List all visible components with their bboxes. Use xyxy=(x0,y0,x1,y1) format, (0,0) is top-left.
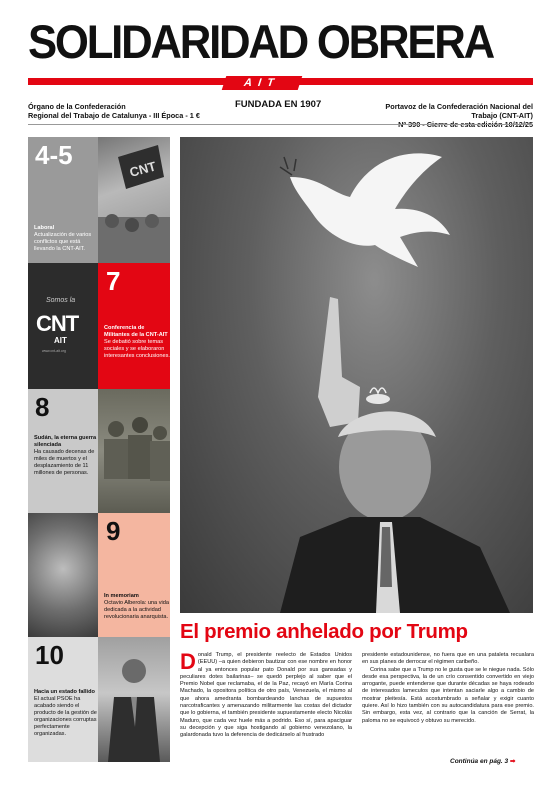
cnt-logo: CNT xyxy=(36,311,79,336)
tile-title: Sudán, la eterna guerra silenciada xyxy=(34,435,97,448)
article-column-1 xyxy=(180,649,352,740)
tile-body: El actual PSOE ha acabado siendo el producto de la gestión de organizaciones corruptas perfectamente organizadas. xyxy=(34,696,97,737)
dove-icon xyxy=(280,153,450,267)
svg-text:CNT: CNT xyxy=(127,158,158,180)
tile-text xyxy=(34,225,100,253)
page-number: 4-5 xyxy=(35,140,73,170)
tile-text xyxy=(104,593,170,621)
article-paragraph: presidente estadounidense, no fuera que en una pataleta recualara en sus planes de derrocar el régimen caribeño. xyxy=(362,652,534,666)
tile-text xyxy=(34,689,100,738)
tile-title: In memoriam xyxy=(104,593,139,599)
masthead xyxy=(28,15,533,78)
sidebar-tile-memoriam[interactable] xyxy=(28,513,170,637)
soldiers-photo xyxy=(98,389,170,513)
cnt-poster xyxy=(28,263,98,389)
poster-url: www.cnt-ait.org xyxy=(42,349,66,353)
page-number: 9 xyxy=(106,516,121,546)
page-number: 10 xyxy=(35,640,64,670)
header-divider xyxy=(28,124,533,125)
tile-body: Se debatió sobre temas sociales y se elaboraron interesantes conclusiones. xyxy=(104,339,170,359)
sidebar-tile-conference[interactable] xyxy=(28,263,170,389)
tile-text xyxy=(34,435,100,477)
main-headline: El premio anhelado por Trump xyxy=(180,620,468,643)
tile-body: Octavio Alberola: una vida dedicada a la actividad revolucionaria anarquista. xyxy=(104,600,169,620)
page-number: 8 xyxy=(35,392,50,422)
tile-title: Conferencia de Militantes de la CNT-AIT xyxy=(104,325,168,338)
poster-line: Somos la xyxy=(46,297,76,304)
tile-body: Actualización de varios conflictos que está llevando la CNT-AIT. xyxy=(34,232,92,252)
left-info-line: Regional del Trabajo de Catalunya - III Época - 1 € xyxy=(28,111,200,120)
sidebar-tile-sudan[interactable] xyxy=(28,389,170,513)
newspaper-title: SOLIDARIDAD OBRERA xyxy=(28,15,493,68)
article-paragraph: Corina sabe que a Trump no le gusta que se le niegue nada. Sólo desde esa perspectiva, la de un crío consentido convertido en viejo arrogante, puede entenderse que durante décadas se haya rodeado de interesados lameculos que intentan saciarle algo a cambio de mostrar pleitesía. Está acostumbrado a señalar y exigir cuanto quiere. Así lo hizo también con su autocandidatura para ese premio. Sin embargo, esta vez, al contrario que la canción de Serrat, la paloma no se equivocó y obtuvo su merecido. xyxy=(362,666,534,724)
tile-text xyxy=(104,325,170,360)
politician-photo xyxy=(98,637,170,762)
tile-title: Hacia un estado fallido xyxy=(34,689,95,695)
ait-logo: AIT xyxy=(222,76,303,90)
article-text: onald Trump, el presidente reelecto de Estados Unidos (EEUU) –a quien debieron bautizar con ese nombre en honor al ya entonces popular pato Donald por sus gansadas y peculiares dotes bailarinas– se quedó perplejo al saber que el Premio Nobel que reclamaba, el de la Paz, recayó en María Corina Machado, la opositora política de otro país, Venezuela, el mismo al que ahora amedranta bombardeando lanchas de supuestos narcotraficantes y amenazando militarmente las costas del dictador que lo gobierna, el también presidente supuestamente electo Nicolás Maduro, que cada vez huele más a podrido. Eso sí, para apaciguar su decepción y que siga hostigando al gobierno venezolano, la galardonada tuvo la deferencia de dedicárselo al frustrado xyxy=(180,652,352,739)
ait-sublogo: AIT xyxy=(54,336,67,345)
right-info-line: Portavoz de la Confederación Nacional del Trabajo (CNT-AIT) xyxy=(385,102,533,120)
protest-photo xyxy=(98,137,170,263)
tile-body: Ha causado decenas de miles de muertos y el desplazamiento de 11 millones de personas. xyxy=(34,449,95,476)
sidebar-tile-labor[interactable] xyxy=(28,137,170,263)
drop-cap: D xyxy=(180,649,196,674)
continue-link[interactable] xyxy=(450,757,515,765)
tile-title: Laboral xyxy=(34,225,55,231)
left-info-line: Órgano de la Confederación xyxy=(28,102,126,111)
founded-label: FUNDADA EN 1907 xyxy=(235,99,322,110)
page-number: 7 xyxy=(106,266,121,296)
cover-image xyxy=(180,137,533,613)
continue-text: Continúa en pág. 3 xyxy=(450,758,509,765)
portrait-photo xyxy=(28,513,98,637)
sidebar-tile-failed-state[interactable] xyxy=(28,637,170,762)
article-column-2 xyxy=(362,652,534,725)
masthead-left-info xyxy=(28,102,200,120)
arrow-right-icon: ➡ xyxy=(509,758,516,765)
